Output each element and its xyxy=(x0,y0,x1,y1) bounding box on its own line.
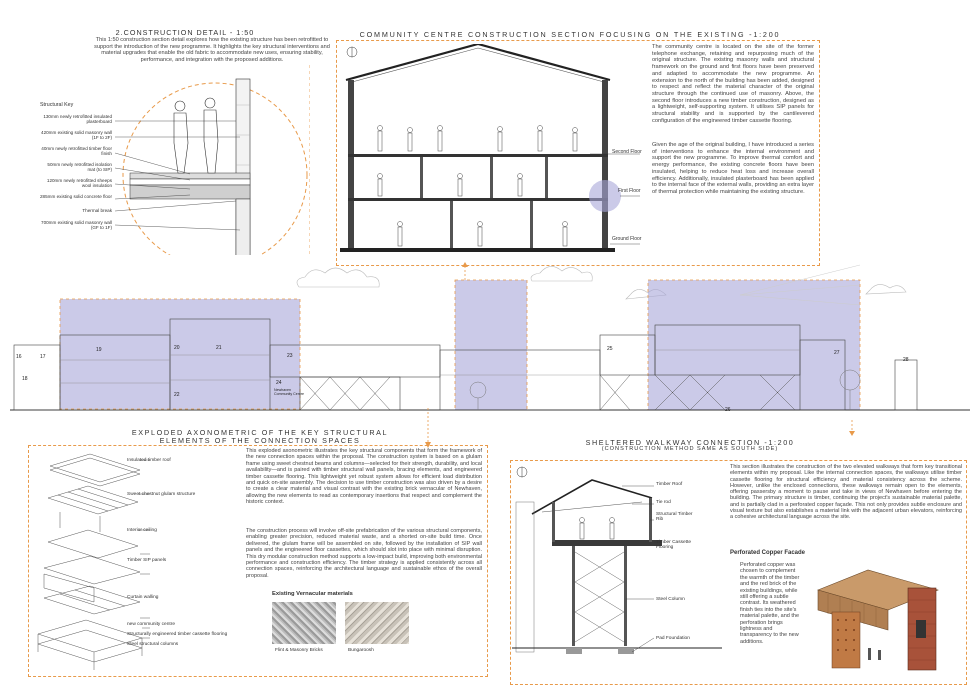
walkway-label: Structural Timber Rib xyxy=(656,512,693,523)
walkway-drawing xyxy=(512,462,722,684)
materials-title: Existing Vernacular materials xyxy=(272,591,353,597)
copper-facade-render xyxy=(808,560,958,678)
axo-label: Curtain walling xyxy=(127,595,159,600)
key-item: Thermal break xyxy=(82,208,112,213)
walkway-label: Timber Cassette Flooring xyxy=(656,540,692,551)
walkway-label: Steel Column xyxy=(656,597,685,602)
elev-number: 18 xyxy=(22,376,28,382)
arrow-down-icon xyxy=(845,420,859,436)
detail-title: 2.CONSTRUCTION DETAIL - 1:50 xyxy=(115,28,255,37)
key-item: 40mm newly retrofitted timber floor finish xyxy=(41,146,112,157)
walkway-label: Pad Foundation xyxy=(656,636,690,641)
elev-number: 23 xyxy=(287,353,293,359)
elev-number: 26 xyxy=(725,407,731,413)
key-item: 285mm existing solid concrete floor xyxy=(40,194,113,199)
elev-number: 24 xyxy=(276,380,282,386)
floor-label-ground: Ground Floor xyxy=(612,236,642,242)
walkway-label: Timber Roof xyxy=(656,482,683,487)
elev-number: 20 xyxy=(174,345,180,351)
bungaroosh-swatch xyxy=(345,602,409,644)
structural-key-title: Structural Key xyxy=(40,102,74,108)
axo-title-1: EXPLODED AXONOMETRIC OF THE KEY STRUCTURAL xyxy=(131,428,389,437)
section-text-1: The community centre is located on the site of the former telephone exchange, retaining and repurposing much of the original structure. The existing masonry walls and structural framework on the ground and first floors have been preserved and adapted to accommodate the new programme. An extension to the north of the building has been added, designed to respect and reflect the material character of the original structure through the continued use of masonry. Above, the second floor introduces a new timber construction, designed as a lightweight, self-supporting system. It utilises SIP panels for structural stability and is supported by the cantilevered configuration of the engineered timber cassette flooring. xyxy=(652,44,814,124)
detail-body: This 1:50 construction section detail explores how the existing structure has been retrofitted to support the introduction of the new programme. It highlights the key structural interventions and material upgrades that enable the old fabric to accommodate new uses, ensuring stability, performance, and integration with the proposed additions. xyxy=(94,37,330,63)
key-item: 420mm existing solid masonry wall (1F to 2F) xyxy=(41,130,112,141)
key-item: 50mm newly retrofitted isolation mat (to SIP) xyxy=(47,162,112,173)
axo-label: Structurally engineered timber cassette flooring xyxy=(127,632,228,637)
copper-text: Perforated copper was chosen to complement the warmth of the timber and the red brick of the existing buildings, while still offering a subtle contrast. Its weathered finish ties into the site's material palette, and the perforation brings lightness and transparency to the new additions. xyxy=(740,562,800,645)
section-drawing xyxy=(340,44,650,262)
axo-text-1: This exploded axonometric illustrates the key structural components that form the framework of the new connection spaces within the proposal. The construction system is based on a glulam frame using sweet chestnut beams and columns—selected for their strength, durability, and local availability—and is paired with timber structural wall panels, bracing elements, and engineered timber cassette flooring. This lightweight yet robust system allows for efficient load distribution and quick on-site assembly. The decision to use timber construction was also driven by a desire to create a clear material and visual contrast with the existing brick vernacular of Newhaven, allowing the new elements to read as contemporary insertions that respect and complement the historic context. xyxy=(246,448,482,506)
elev-caption: Newhaven Community Centre xyxy=(274,388,304,396)
elev-number: 25 xyxy=(607,346,613,352)
walkway-title: SHELTERED WALKWAY CONNECTION -1:200 xyxy=(585,438,795,447)
flint-swatch xyxy=(272,602,336,644)
section-text-2: Given the age of the original building, I have introduced a series of interventions to enhance the internal environment and support the new programme. To improve thermal comfort and energy performance, the existing concrete floors have been insulated, helping to reduce heat loss and increase overall efficiency. Additionally, insulated plasterboard has been applied to the internal face of the external walls, providing an extra layer of thermal protection while maintaining the existing structure. xyxy=(652,142,814,195)
axo-label: Steel structural columns xyxy=(127,642,179,647)
material-label: Bungaroosh xyxy=(348,648,374,653)
key-item: 130mm newly retrofitted insulated plasterboard xyxy=(43,114,112,125)
floor-label-second: Second Floor xyxy=(612,149,642,155)
material-label: Flint & Masonry Bricks xyxy=(275,648,323,653)
elevation-drawing xyxy=(0,255,979,430)
elev-number: 19 xyxy=(96,347,102,353)
copper-title: Perforated Copper Facade xyxy=(730,550,806,556)
axo-label: Timber SIP panels xyxy=(127,558,167,563)
elev-number: 17 xyxy=(40,354,46,360)
axo-label: Interior ceiling xyxy=(127,528,157,533)
axo-label: Sweet chestnut glulam structure xyxy=(127,492,196,497)
axo-title-2: ELEMENTS OF THE CONNECTION SPACES xyxy=(159,436,361,445)
walkway-subtitle: (CONSTRUCTION METHOD SAME AS SOUTH SIDE) xyxy=(601,446,779,452)
arrow-down-icon xyxy=(420,408,436,448)
elev-number: 21 xyxy=(216,345,222,351)
elev-number: 22 xyxy=(174,392,180,398)
axo-label: new community centre xyxy=(127,622,175,627)
key-item: 700mm existing solid masonry wall (GF to 1F) xyxy=(41,220,112,231)
elev-number: 28 xyxy=(903,357,909,363)
axo-label: Insulated timber roof xyxy=(127,458,171,463)
section-title: COMMUNITY CENTRE CONSTRUCTION SECTION FOCUSING ON THE EXISTING -1:200 xyxy=(359,30,781,39)
walkway-label: Tie rod xyxy=(656,500,671,505)
arrow-up-icon xyxy=(455,262,475,282)
elev-number: 27 xyxy=(834,350,840,356)
walkway-text: This section illustrates the construction of the two elevated walkways that form key transitional elements within my proposal. Like the internal connection spaces, the walkways utilise timber cassette flooring for structural efficiency and material consistency across the scheme. However, unlike the enclosed connections, these walkways remain open to the elements, offering passersby a moment to pause and take in views of Newhaven before entering the building. The primary structure is timber, continuing the project's sustainable material palette, and is partially clad in a perforated copper façade. This not only provides subtle enclosure and visual texture but also establishes a material link with the adjacent urban elevators, reinforcing a cohesive architectural language across the site. xyxy=(730,464,962,521)
elev-number: 16 xyxy=(16,354,22,360)
key-item: 120mm newly retrofitted sheeps wool insulation xyxy=(46,178,112,189)
axo-text-2: The construction process will involve off-site prefabrication of the various structural components, enabling greater precision, reduced material waste, and a shorted on-site build time. Once delivered, the glulam frame will be assembled on site, followed by the installation of SIP wall panels and the engineered floor cassettes, which should slot into place with minimal disruption. This dry modular construction method supports a low-impact build, improving both environmental performance and construction efficiency. The timber strategy is applied consistently across all connection spaces, reinforcing the architectural language and sustainable ethos of the overall proposal. xyxy=(246,528,482,579)
floor-label-first: First Floor xyxy=(618,188,641,194)
